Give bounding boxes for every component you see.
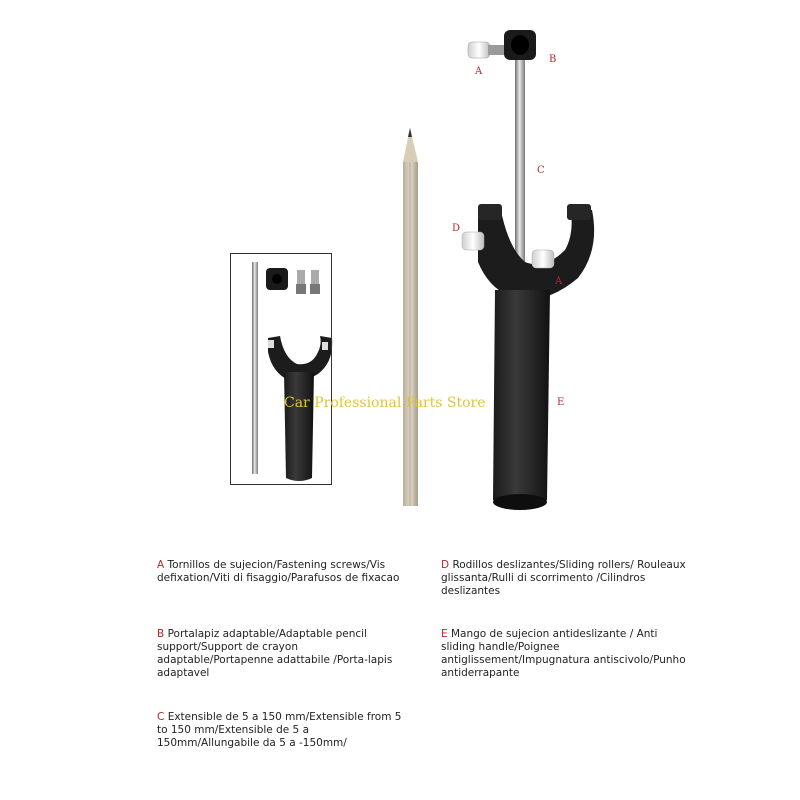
callout-a-bottom: A [555,276,563,287]
store-watermark: Car Professional Parts Store [284,395,486,411]
parts-inset-frame [230,253,332,485]
legend-e-letter: E [441,628,448,640]
legend-c-letter: C [157,711,165,723]
legend-b-text: Portalapiz adaptable/Adaptable pencil support/Support de crayon adaptable/Portapenne adattabile /Porta-lapis adaptavel [157,628,393,679]
callout-d: D [452,223,461,234]
legend-d [441,559,691,598]
callout-c: C [537,165,545,176]
legend-b-letter: B [157,628,165,640]
callout-e: E [557,397,565,408]
legend-a-letter: A [157,559,165,571]
extension-rod [515,55,525,275]
legend-e-text: Mango de sujecion antideslizante / Anti sliding handle/Poignee antiglissement/Impugnatura antiscivolo/Punho antiderrapante [441,628,686,679]
legend-a-text: Tornillos de sujecion/Fastening screws/Vis defixation/Viti di fisaggio/Parafusos de fixacao [157,559,400,584]
legend-d-text: Rodillos deslizantes/Sliding rollers/ Rouleaux glissanta/Rulli di scorrimento /Cilindros deslizantes [441,559,686,597]
callout-a-top: A [475,66,483,77]
callout-b: B [549,54,557,65]
legend-b [157,628,407,680]
anti-slip-handle [493,290,550,510]
legend-d-letter: D [441,559,450,571]
pencil [403,128,418,506]
legend-a [157,559,407,585]
pencil-holder [468,30,536,60]
legend-e [441,628,691,680]
legend-c [157,711,407,750]
legend-c-text: Extensible de 5 a 150 mm/Extensible from 5 to 150 mm/Extensible de 5 a 150mm/Allungabile da 5 a -150mm/ [157,711,402,749]
